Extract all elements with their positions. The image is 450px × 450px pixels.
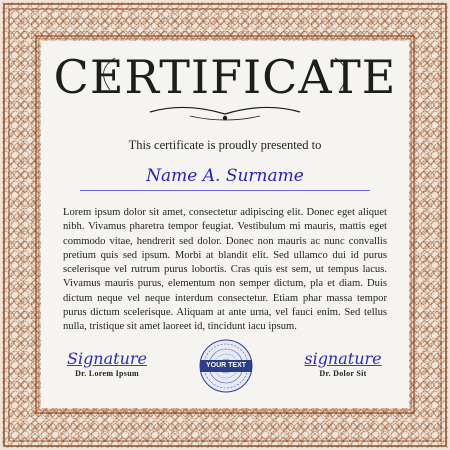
certificate-body: Lorem ipsum dolor sit amet, consectetur adipiscing elit. Donec eget aliquet nibh. Vivamus pharetra tempor feugiat. Vestibulum mi mauris, mattis eget commodo vitae, hendrerit sed dolor. Donec non mauris ac nunc convallis pretium quis sed ipsum. Morbi at blandit elit. Sed ullamco dui id purus scelerisque vel rutrum purus lobortis. Cras quis est sem, ut tempus lacus. Vivamus mauris purus, elementum non semper dictum, pla et diam. Duis dictum neque vel neque interdum consectetur. Etiam phar massa tempor purus dictum scelerisque. Aliquam at ante urna, vel fauci enim. Sed tellus nulla, tristique sit amet laoreet id, tincidunt iacu ipsum. — [63, 207, 387, 333]
left-signatory-name: Dr. Lorem Ipsum — [75, 369, 139, 378]
left-signature-script: Signature — [66, 349, 147, 368]
certificate-title: CERTIFICATE — [53, 50, 397, 104]
recipient-name: Name A. Surname — [146, 166, 304, 186]
right-signatory-name: Dr. Dolor Sit — [319, 369, 367, 378]
presented-to-text: This certificate is proudly presented to — [128, 138, 322, 152]
left-signature — [62, 349, 152, 378]
right-signature — [298, 349, 388, 378]
right-signature-script: signature — [304, 349, 382, 368]
recipient-underline — [80, 190, 370, 191]
seal-label: YOUR TEXT — [200, 360, 252, 372]
